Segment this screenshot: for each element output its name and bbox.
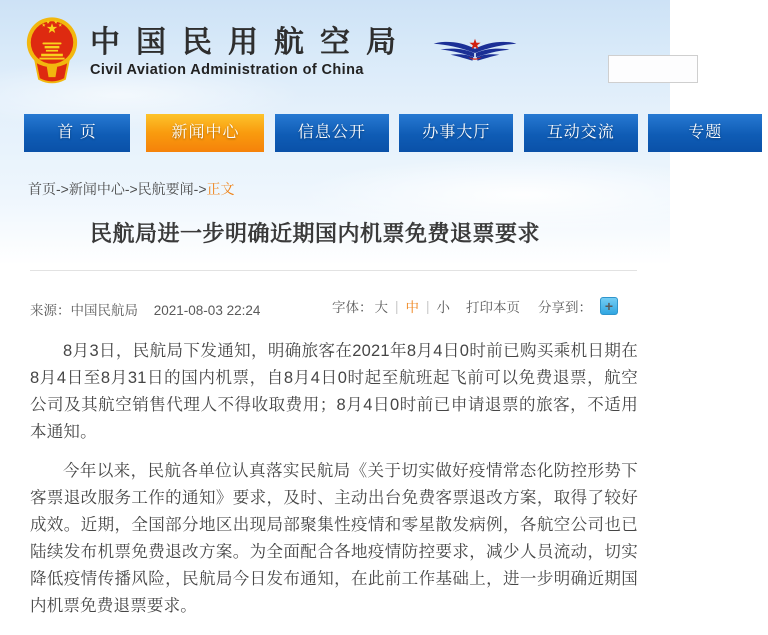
- font-size-medium-button[interactable]: 中: [405, 300, 419, 315]
- nav-tab-interaction[interactable]: 互动交流: [524, 114, 638, 152]
- separator: |: [394, 298, 399, 314]
- breadcrumb-trail[interactable]: 首页->新闻中心->民航要闻->: [28, 181, 207, 197]
- font-size-small-button[interactable]: 小: [436, 300, 450, 315]
- print-page-button[interactable]: 打印本页: [466, 300, 520, 315]
- site-title: [90, 26, 412, 78]
- separator: |: [425, 298, 430, 314]
- source-label: 来源：中国民航局: [30, 303, 138, 318]
- font-size-label: 字体：: [331, 300, 373, 315]
- breadcrumb-current: 正文: [206, 181, 235, 197]
- site-title-en: Civil Aviation Administration of China: [90, 62, 364, 78]
- article-paragraph: 8月3日，民航局下发通知，明确旅客在2021年8月4日0时前已购买乘机日期在8月4日至8月31日的国内机票，自8月4日0时起至航班起飞前可以免费退票，航空公司及其航空销售代理人不得收取费用；8月4日0时前已申请退票的旅客，不适用本通知。: [30, 342, 638, 441]
- nav-tab-special-topics[interactable]: 专题: [648, 114, 762, 152]
- breadcrumb: [28, 179, 235, 199]
- nav-tab-news-center[interactable]: 新闻中心: [146, 114, 264, 152]
- china-national-emblem-icon: [26, 16, 78, 88]
- nav-tab-service-hall[interactable]: 办事大厅: [399, 114, 513, 152]
- title-divider: [30, 270, 637, 271]
- main-nav: [24, 114, 768, 152]
- share-label: 分享到：: [538, 300, 592, 315]
- article-meta-left: [30, 299, 260, 319]
- search-input[interactable]: [608, 55, 698, 83]
- article-body: [30, 338, 638, 620]
- nav-tab-home[interactable]: 首 页: [24, 114, 130, 152]
- caac-wings-icon: [428, 37, 522, 64]
- article-meta-right: [332, 296, 618, 316]
- share-plus-icon[interactable]: +: [600, 297, 618, 315]
- article-title: 民航局进一步明确近期国内机票免费退票要求: [90, 221, 541, 246]
- font-size-large-button[interactable]: 大: [374, 300, 388, 315]
- publish-datetime: 2021-08-03 22:24: [153, 303, 261, 318]
- nav-tab-info-disclosure[interactable]: 信息公开: [275, 114, 389, 152]
- article-paragraph: 今年以来，民航各单位认真落实民航局《关于切实做好疫情常态化防控形势下客票退改服务工作的通知》要求，及时、主动出台免费客票退改方案，取得了较好成效。近期，全国部分地区出现局部聚集性疫情和零星散发病例，各航空公司也已陆续发布机票免费退改方案。为全面配合各地疫情防控要求，减少人员流动，切实降低疫情传播风险，民航局今日发布通知，在此前工作基础上，进一步明确近期国内机票免费退票要求。: [30, 462, 638, 615]
- article-meta: [30, 296, 618, 318]
- site-title-zh: 中国民用航空局: [90, 26, 412, 59]
